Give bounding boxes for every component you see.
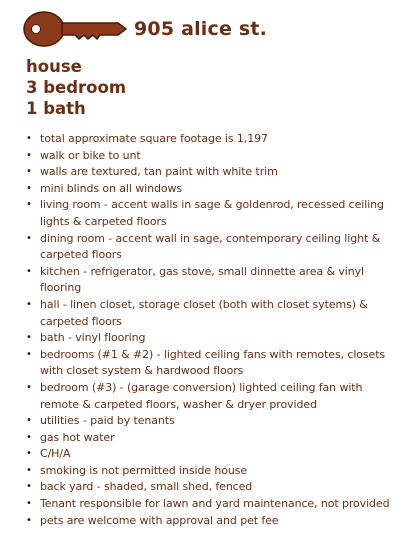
bullet-icon: • xyxy=(26,381,32,393)
bullet-icon: • xyxy=(26,415,32,427)
list-item: • total approximate square footage is 1,197 xyxy=(26,131,396,148)
list-item: • bedroom (#3) - (garage conversion) lighted ceiling fan with remote & carpeted floors, washer & dryer provided xyxy=(26,380,363,411)
bath-count: 1 bath xyxy=(26,99,86,118)
list-item: • bath - vinyl flooring xyxy=(26,330,396,347)
list-item: • bedrooms (#1 & #2) - lighted ceiling fans with remotes, closets with closet system & hardwood floors xyxy=(26,347,386,378)
bullet-icon: • xyxy=(26,332,32,344)
bullet-icon: • xyxy=(26,448,32,460)
feature-list xyxy=(26,131,396,529)
bullet-icon: • xyxy=(26,232,32,244)
bullet-icon: • xyxy=(26,182,32,194)
list-item: • gas hot water xyxy=(26,430,396,447)
address-title: 905 alice st. xyxy=(134,18,268,40)
bullet-icon: • xyxy=(26,199,32,211)
list-item: • walls are textured, tan paint with white trim xyxy=(26,164,396,181)
bullet-icon: • xyxy=(26,431,32,443)
list-item: • hall - linen closet, storage closet (both with closet sytems) & carpeted floors xyxy=(26,297,368,328)
key-icon xyxy=(22,8,130,50)
list-item: • dining room - accent wall in sage, contemporary ceiling light & carpeted floors xyxy=(26,231,381,262)
bullet-icon: • xyxy=(26,133,32,144)
list-item: • living room - accent walls in sage & goldenrod, recessed ceiling lights & carpeted floors xyxy=(26,198,384,228)
bullet-icon: • xyxy=(26,514,32,526)
bullet-icon: • xyxy=(26,481,32,493)
header xyxy=(22,8,267,50)
list-item: • pets are welcome with approval and pet fee xyxy=(26,513,396,530)
property-summary xyxy=(26,56,126,119)
list-item: • kitchen - refrigerator, gas stove, small dinnette area & vinyl flooring xyxy=(26,264,364,295)
list-item: • C/H/A xyxy=(26,446,396,463)
list-item: • walk or bike to unt xyxy=(26,148,396,165)
bullet-icon: • xyxy=(26,298,32,310)
property-type: house xyxy=(26,57,82,76)
bullet-icon: • xyxy=(26,348,32,360)
bedroom-count: 3 bedroom xyxy=(26,78,127,97)
bullet-icon: • xyxy=(26,265,32,277)
list-item: • utilities - paid by tenants xyxy=(26,413,396,430)
list-item: • mini blinds on all windows xyxy=(26,181,396,198)
bullet-icon: • xyxy=(26,464,32,476)
list-item: • smoking is not permitted inside house xyxy=(26,463,396,480)
bullet-icon: • xyxy=(26,498,32,510)
bullet-icon: • xyxy=(26,149,32,161)
list-item: • back yard - shaded, small shed, fenced xyxy=(26,479,396,496)
list-item: • Tenant responsible for lawn and yard maintenance, not provided xyxy=(26,496,396,513)
bullet-icon: • xyxy=(26,166,32,178)
